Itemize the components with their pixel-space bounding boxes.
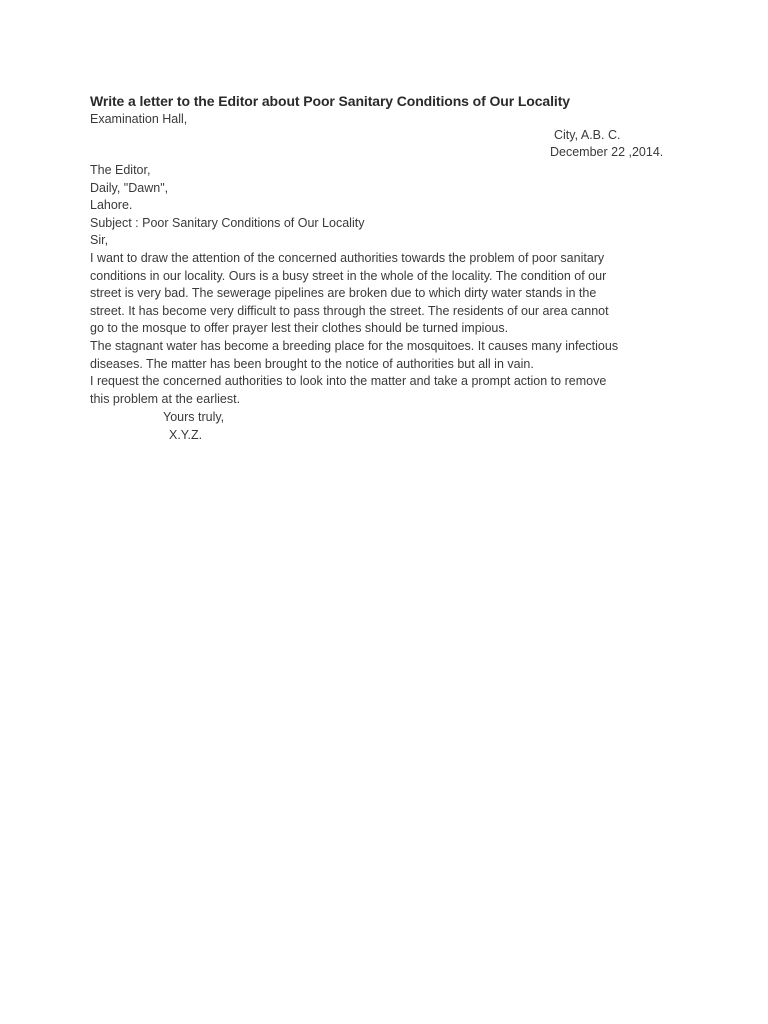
recipient-line: The Editor,	[90, 163, 151, 177]
body-line: conditions in our locality. Ours is a busy street in the whole of the locality. The condition of our	[90, 268, 607, 283]
recipient-line: Lahore.	[90, 198, 133, 213]
signature: X.Y.Z.	[169, 428, 203, 442]
recipient-block	[90, 162, 690, 408]
sender-city: City, A.B. C.	[554, 128, 621, 142]
body-line: I want to draw the attention of the concerned authorities towards the problem of poor sanitary	[90, 250, 605, 265]
sender-address: Examination Hall,	[90, 112, 188, 126]
body-line: I request the concerned authorities to look into the matter and take a prompt action to remove	[90, 374, 607, 389]
body-line: street. It has become very difficult to pass through the street. The residents of our area cannot	[90, 303, 609, 318]
body-line: this problem at the earliest.	[90, 391, 241, 406]
subject-line: Subject : Poor Sanitary Conditions of Our Locality	[90, 215, 365, 230]
body-line: diseases. The matter has been brought to the notice of authorities but all in vain.	[90, 356, 534, 371]
body-line: The stagnant water has become a breeding place for the mosquitoes. It causes many infectious	[90, 338, 619, 353]
body-line: go to the mosque to offer prayer lest their clothes should be turned impious.	[90, 321, 509, 336]
salutation: Sir,	[90, 233, 109, 248]
letter-title: Write a letter to the Editor about Poor Sanitary Conditions of Our Locality	[90, 93, 570, 109]
body-line: street is very bad. The sewerage pipelines are broken due to which dirty water stands in the	[90, 286, 597, 301]
closing: Yours truly,	[163, 410, 225, 424]
letter-date: December 22 ,2014.	[550, 145, 664, 159]
recipient-line: Daily, "Dawn",	[90, 180, 169, 195]
